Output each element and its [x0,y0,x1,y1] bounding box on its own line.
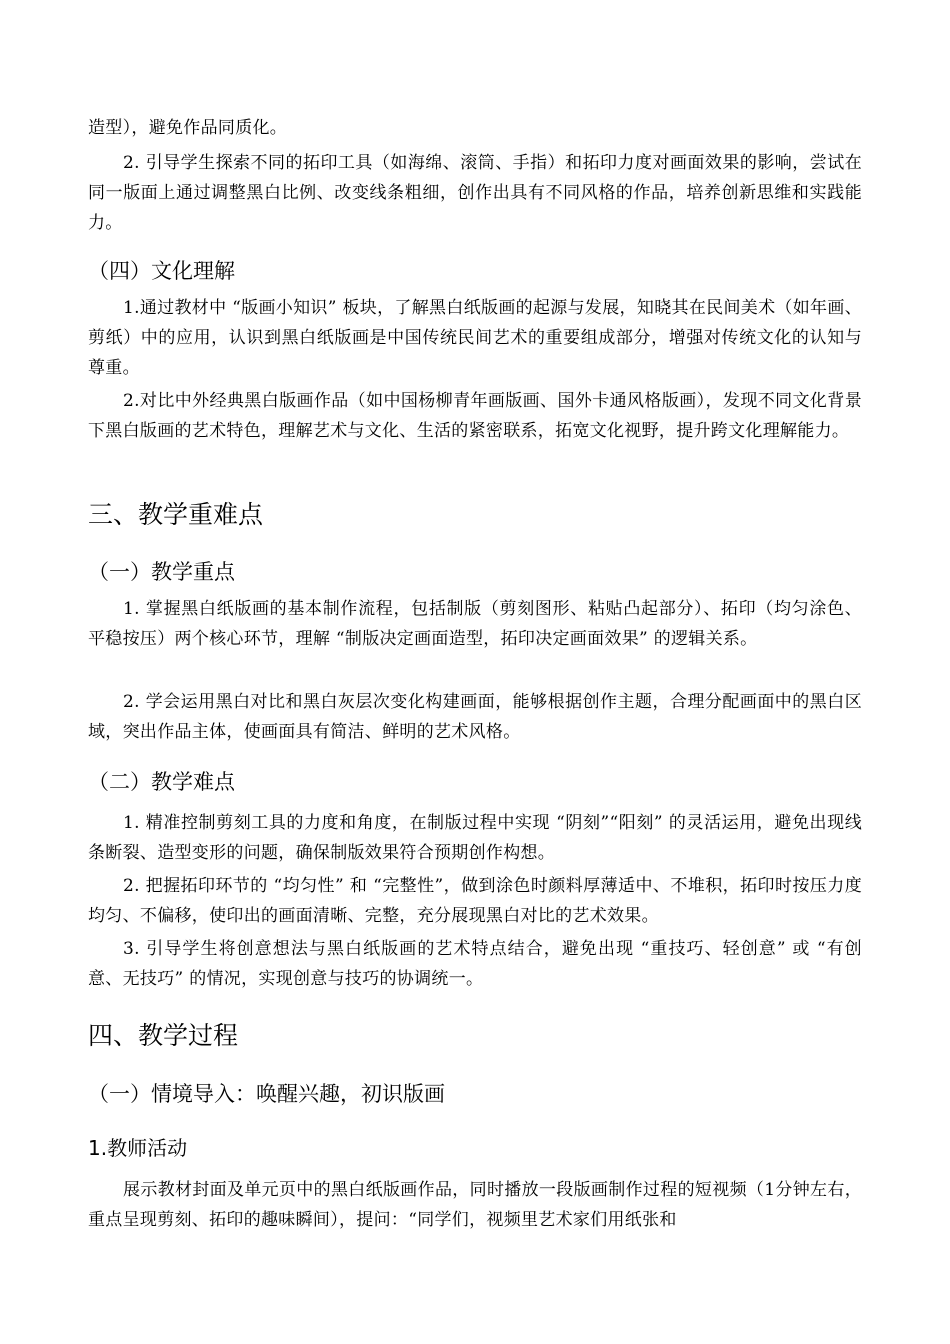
heading-teaching-difficult: （二）教学难点 [88,770,235,794]
paragraph-key-1: 1. 掌握黑白纸版画的基本制作流程，包括制版（剪刻图形、粘贴凸起部分）、拓印（均匀涂色、平稳按压）两个核心环节，理解 “制版决定画面造型，拓印决定画面效果” 的逻辑关系。 [88,599,862,649]
paragraph-culture-2: 2.对比中外经典黑白版画作品（如中国杨柳青年画版画、国外卡通风格版画），发现不同文化背景下黑白版画的艺术特色，理解艺术与文化、生活的紧密联系，拓宽文化视野，提升跨文化理解能力。 [88,391,862,441]
heading-section-4: 四、教学过程 [88,1021,239,1050]
heading-situation-intro: （一）情境导入：唤醒兴趣，初识版画 [88,1082,445,1106]
heading-teaching-key: （一）教学重点 [88,560,235,584]
paragraph-teacher-activity: 展示教材封面及单元页中的黑白纸版画作品，同时播放一段版画制作过程的短视频（1分钟左右，重点呈现剪刻、拓印的趣味瞬间），提问：“同学们，视频里艺术家们用纸张和 [88,1180,862,1230]
paragraph-difficult-3: 3. 引导学生将创意想法与黑白纸版画的艺术特点结合，避免出现 “重技巧、轻创意” 或 “有创意、无技巧” 的情况，实现创意与技巧的协调统一。 [88,939,862,989]
paragraph-key-2: 2. 学会运用黑白对比和黑白灰层次变化构建画面，能够根据创作主题，合理分配画面中的黑白区域，突出作品主体，使画面具有简洁、鲜明的艺术风格。 [88,692,862,742]
paragraph-innovation-2: 2. 引导学生探索不同的拓印工具（如海绵、滚筒、手指）和拓印力度对画面效果的影响，尝试在同一版面上通过调整黑白比例、改变线条粗细，创作出具有不同风格的作品，培养创新思维和实践能力。 [88,153,862,233]
paragraph-difficult-2: 2. 把握拓印环节的 “均匀性” 和 “完整性”，做到涂色时颜料厚薄适中、不堆积，拓印时按压力度均匀、不偏移，使印出的画面清晰、完整，充分展现黑白对比的艺术效果。 [88,876,862,926]
heading-culture-understanding: （四）文化理解 [88,259,235,283]
heading-teacher-activity: 1.教师活动 [88,1136,188,1160]
paragraph-culture-1: 1.通过教材中 “版画小知识” 板块，了解黑白纸版画的起源与发展，知晓其在民间美术（如年画、剪纸）中的应用，认识到黑白纸版画是中国传统民间艺术的重要组成部分，增强对传统文化的认知与尊重。 [88,298,862,378]
paragraph-difficult-1: 1. 精准控制剪刻工具的力度和角度，在制版过程中实现 “阴刻”“阳刻” 的灵活运用，避免出现线条断裂、造型变形的问题，确保制版效果符合预期创作构想。 [88,813,862,863]
paragraph-continued: 造型），避免作品同质化。 [88,118,288,138]
heading-section-3: 三、教学重难点 [88,500,264,529]
